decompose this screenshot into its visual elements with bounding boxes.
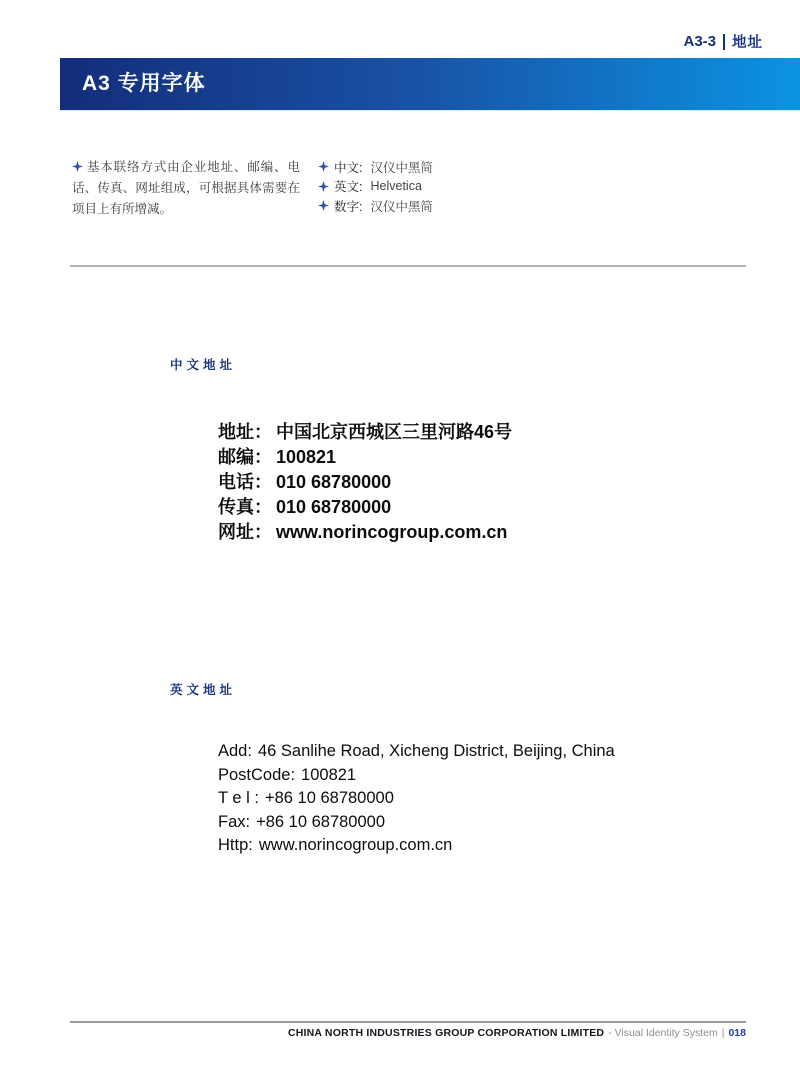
address-value: 中国北京西城区三里河路46号	[276, 422, 513, 442]
address-label: Add:	[218, 742, 252, 760]
corner-section-title: 地址	[732, 35, 763, 51]
chinese-address-block	[218, 420, 512, 545]
address-line	[218, 520, 512, 545]
cross-star-icon	[72, 161, 83, 172]
address-line	[218, 495, 512, 520]
header-bar	[60, 58, 800, 111]
footer	[288, 1027, 746, 1039]
corner-section-label	[683, 31, 763, 52]
english-address-section-label: 英文地址	[170, 683, 237, 697]
font-spec-list	[318, 157, 433, 216]
address-line	[218, 834, 615, 858]
footer-company-name: CHINA NORTH INDUSTRIES GROUP CORPORATION LIMITED	[287, 1027, 605, 1039]
english-address-block	[218, 740, 615, 858]
address-value: 46 Sanlihe Road, Xicheng District, Beijing, China	[257, 742, 615, 760]
address-value: 100821	[276, 447, 337, 467]
footer-page-number: 018	[728, 1027, 746, 1039]
address-line	[218, 787, 615, 811]
font-spec-row	[318, 177, 433, 197]
address-value: 100821	[301, 765, 357, 784]
font-spec-value: 汉仪中黑简	[370, 160, 433, 175]
address-label: Fax:	[218, 812, 251, 831]
address-label: 传真：	[218, 497, 272, 517]
address-label: PostCode:	[218, 765, 296, 784]
address-value: 010 68780000	[276, 472, 392, 492]
intro-text: 基本联络方式由企业地址、邮编、电话、传真、网址组成，可根据具体需要在项目上有所增减。	[72, 160, 300, 216]
address-line	[218, 740, 615, 764]
address-label: 网址：	[218, 522, 272, 542]
address-label: Http:	[218, 836, 253, 854]
address-line	[218, 811, 615, 835]
footer-system-label: - Visual Identity System	[608, 1027, 718, 1039]
page-title: A3 专用字体	[82, 72, 206, 95]
address-value: www.norincogroup.com.cn	[258, 836, 453, 854]
address-line	[218, 445, 512, 470]
font-spec-value: 汉仪中黑简	[370, 199, 433, 214]
font-spec-row	[318, 157, 433, 177]
address-line	[218, 420, 512, 445]
address-label: 地址：	[218, 422, 272, 442]
footer-separator: |	[721, 1027, 725, 1039]
chinese-address-section-label: 中文地址	[170, 358, 237, 372]
address-label: 电话：	[218, 472, 272, 492]
intro-description	[72, 157, 300, 220]
section-divider	[70, 265, 746, 267]
address-value: www.norincogroup.com.cn	[276, 522, 508, 542]
corner-separator	[723, 34, 725, 50]
font-spec-label: 英文:	[334, 180, 363, 195]
cross-star-icon	[318, 181, 329, 192]
address-value: 010 68780000	[276, 497, 392, 517]
address-label: T e l :	[218, 789, 259, 807]
address-label: 邮编：	[218, 447, 272, 467]
footer-divider	[70, 1021, 746, 1023]
address-line	[218, 470, 512, 495]
cross-star-icon	[318, 200, 329, 211]
font-spec-row	[318, 196, 433, 216]
address-value: +86 10 68780000	[264, 789, 394, 807]
cross-star-icon	[318, 161, 329, 172]
address-line	[218, 764, 615, 788]
address-value: +86 10 68780000	[256, 812, 386, 831]
font-spec-label: 中文:	[334, 160, 363, 175]
font-spec-label: 数字:	[334, 199, 363, 214]
corner-section-code: A3-3	[683, 33, 716, 50]
font-spec-value: Helvetica	[370, 179, 422, 194]
